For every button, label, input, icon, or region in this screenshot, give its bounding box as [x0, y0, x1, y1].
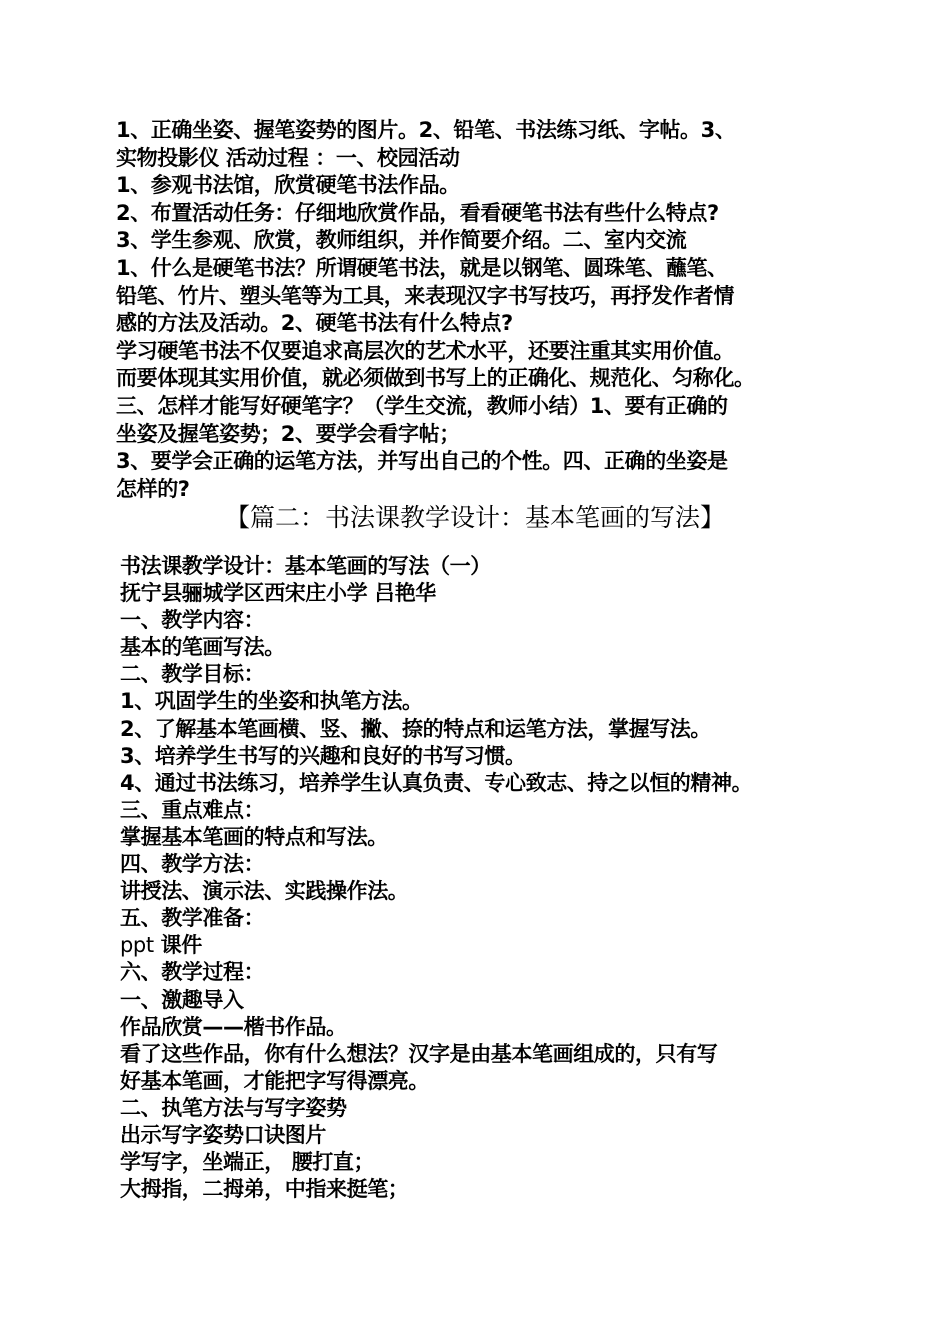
- text-line: 大拇指，二拇弟，中指来挺笔；: [120, 1177, 409, 1202]
- text-line: 1、巩固学生的坐姿和执笔方法。: [120, 689, 423, 714]
- text-line: 2、布置活动任务：仔细地欣赏作品，看看硬笔书法有些什么特点?: [116, 200, 719, 225]
- text-line: 掌握基本笔画的特点和写法。: [120, 824, 388, 849]
- text-line: 1、正确坐姿、握笔姿势的图片。2、铅笔、书法练习纸、字帖。3、: [116, 118, 736, 142]
- text-line: 铅笔、竹片、塑头笔等为工具，来表现汉字书写技巧，再抒发作者情: [116, 283, 734, 308]
- text-line: 学习硬笔书法不仅要追求高层次的艺术水平，还要注重其实用价值。: [116, 338, 734, 363]
- ppt-suffix: 课件: [153, 933, 202, 958]
- text-line: 怎样的?: [116, 476, 190, 501]
- text-line: 1、参观书法馆，欣赏硬笔书法作品。: [116, 173, 460, 198]
- text-line: 1、什么是硬笔书法？所谓硬笔书法，就是以钢笔、圆珠笔、蘸笔、: [116, 255, 728, 280]
- text-line: 2、了解基本笔画横、竖、撇、捺的特点和运笔方法，掌握写法。: [120, 716, 712, 741]
- text-line: 学写字，坐端正， 腰打直；: [120, 1150, 375, 1175]
- text-line: 实物投影仪 活动过程 ：一、校园活动: [116, 145, 460, 170]
- text-line: 一、教学内容：: [120, 608, 265, 633]
- text-line: 四、教学方法：: [120, 852, 265, 877]
- text-line: 看了这些作品，你有什么想法？汉字是由基本笔画组成的，只有写: [120, 1041, 718, 1066]
- text-line: 3、学生参观、欣赏，教师组织，并作简要介绍。二、室内交流: [116, 228, 687, 253]
- text-line: 一、激趣导入: [120, 987, 244, 1012]
- text-line: 六、教学过程：: [120, 960, 265, 985]
- activity-plan-text: [116, 117, 876, 503]
- text-line: 而要体现其实用价值，就必须做到书写上的正确化、规范化、匀称化。: [116, 366, 755, 391]
- text-line: 4、通过书法练习，培养学生认真负责、专心致志、持之以恒的精神。: [120, 770, 753, 795]
- text-line: 二、执笔方法与写字姿势: [120, 1095, 347, 1120]
- text-line: 基本的笔画写法。: [120, 635, 285, 660]
- text-line: 3、要学会正确的运笔方法，并写出自己的个性。四、正确的坐姿是: [116, 449, 728, 474]
- text-line: 感的方法及活动。2、硬笔书法有什么特点?: [116, 311, 513, 336]
- text-line: 三、重点难点：: [120, 797, 265, 822]
- lesson-plan-text: [120, 553, 880, 1203]
- text-line: 二、教学目标：: [120, 662, 265, 687]
- lesson-title: 书法课教学设计：基本笔画的写法（一）: [120, 554, 491, 578]
- text-line: 出示写字姿势口诀图片: [120, 1122, 326, 1147]
- section-heading: 【篇二：书法课教学设计：基本笔画的写法】: [224, 503, 725, 532]
- text-line: 五、教学准备：: [120, 906, 265, 931]
- text-line: 讲授法、演示法、实践操作法。: [120, 879, 409, 904]
- text-line: 3、培养学生书写的兴趣和良好的书写习惯。: [120, 743, 526, 768]
- ppt-line: [120, 932, 880, 959]
- author-line: 抚宁县骊城学区西宋庄小学 吕艳华: [120, 581, 436, 606]
- text-line: 坐姿及握笔姿势；2、要学会看字帖；: [116, 421, 460, 446]
- text-line: 好基本笔画，才能把字写得漂亮。: [120, 1068, 429, 1093]
- ppt-prefix: ppt: [120, 933, 154, 958]
- text-line: 三、怎样才能写好硬笔字？（学生交流，教师小结）1、要有正确的: [116, 393, 728, 418]
- text-line: 作品欣赏——楷书作品。: [120, 1014, 347, 1039]
